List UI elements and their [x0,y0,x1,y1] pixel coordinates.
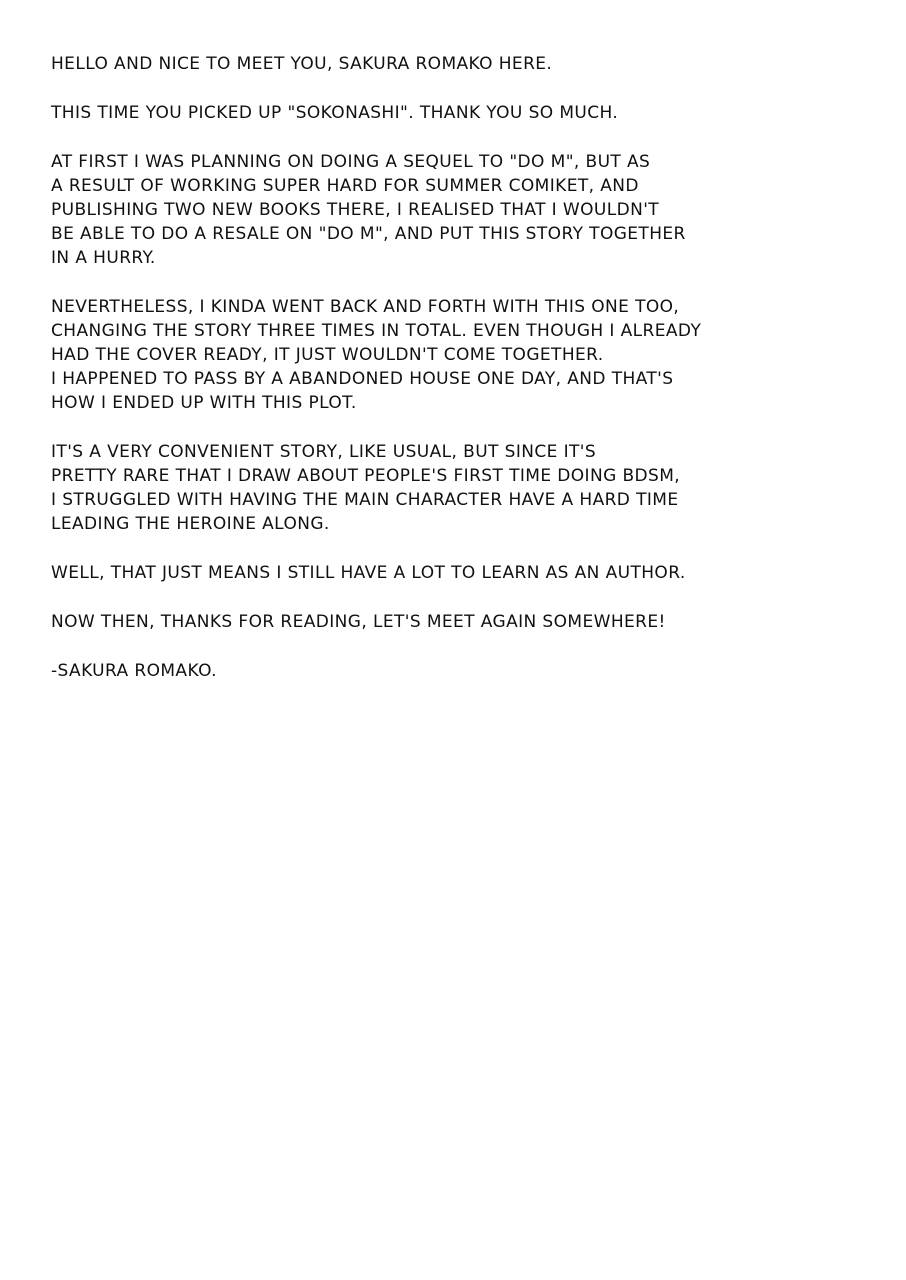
text-line: IT'S A VERY CONVENIENT STORY, LIKE USUAL, BUT SINCE IT'S [51,442,597,462]
text-line: I HAPPENED TO PASS BY A ABANDONED HOUSE ONE DAY, AND THAT'S [51,369,674,389]
convenient-story-paragraph [51,440,881,536]
story-changes-paragraph [51,295,881,415]
learning-paragraph [51,561,881,585]
closing-paragraph [51,610,881,634]
text-line: PRETTY RARE THAT I DRAW ABOUT PEOPLE'S FIRST TIME DOING BDSM, [51,466,681,486]
text-line: A RESULT OF WORKING SUPER HARD FOR SUMMER COMIKET, AND [51,176,639,196]
text-line: CHANGING THE STORY THREE TIMES IN TOTAL. EVEN THOUGH I ALREADY [51,321,702,341]
text-line: PUBLISHING TWO NEW BOOKS THERE, I REALISED THAT I WOULDN'T [51,200,660,220]
text-line: IN A HURRY. [51,248,156,268]
text-line: NEVERTHELESS, I KINDA WENT BACK AND FORTH WITH THIS ONE TOO, [51,297,680,317]
text-line: LEADING THE HEROINE ALONG. [51,514,330,534]
text-line: I STRUGGLED WITH HAVING THE MAIN CHARACTER HAVE A HARD TIME [51,490,679,510]
text-line: HOW I ENDED UP WITH THIS PLOT. [51,393,357,413]
text-line: WELL, THAT JUST MEANS I STILL HAVE A LOT TO LEARN AS AN AUTHOR. [51,563,686,583]
greeting-paragraph [51,52,881,76]
text-line: HELLO AND NICE TO MEET YOU, SAKURA ROMAKO HERE. [51,54,553,74]
text-line: BE ABLE TO DO A RESALE ON "DO M", AND PUT THIS STORY TOGETHER [51,224,686,244]
signature [51,659,881,683]
text-line: AT FIRST I WAS PLANNING ON DOING A SEQUEL TO "DO M", BUT AS [51,152,651,172]
text-line: THIS TIME YOU PICKED UP "SOKONASHI". THANK YOU SO MUCH. [51,103,619,123]
signature-line: -SAKURA ROMAKO. [51,661,217,681]
afterword-text [51,52,881,708]
text-line: NOW THEN, THANKS FOR READING, LET'S MEET AGAIN SOMEWHERE! [51,612,666,632]
text-line: HAD THE COVER READY, IT JUST WOULDN'T COME TOGETHER. [51,345,604,365]
thanks-paragraph [51,101,881,125]
sequel-paragraph [51,150,881,270]
